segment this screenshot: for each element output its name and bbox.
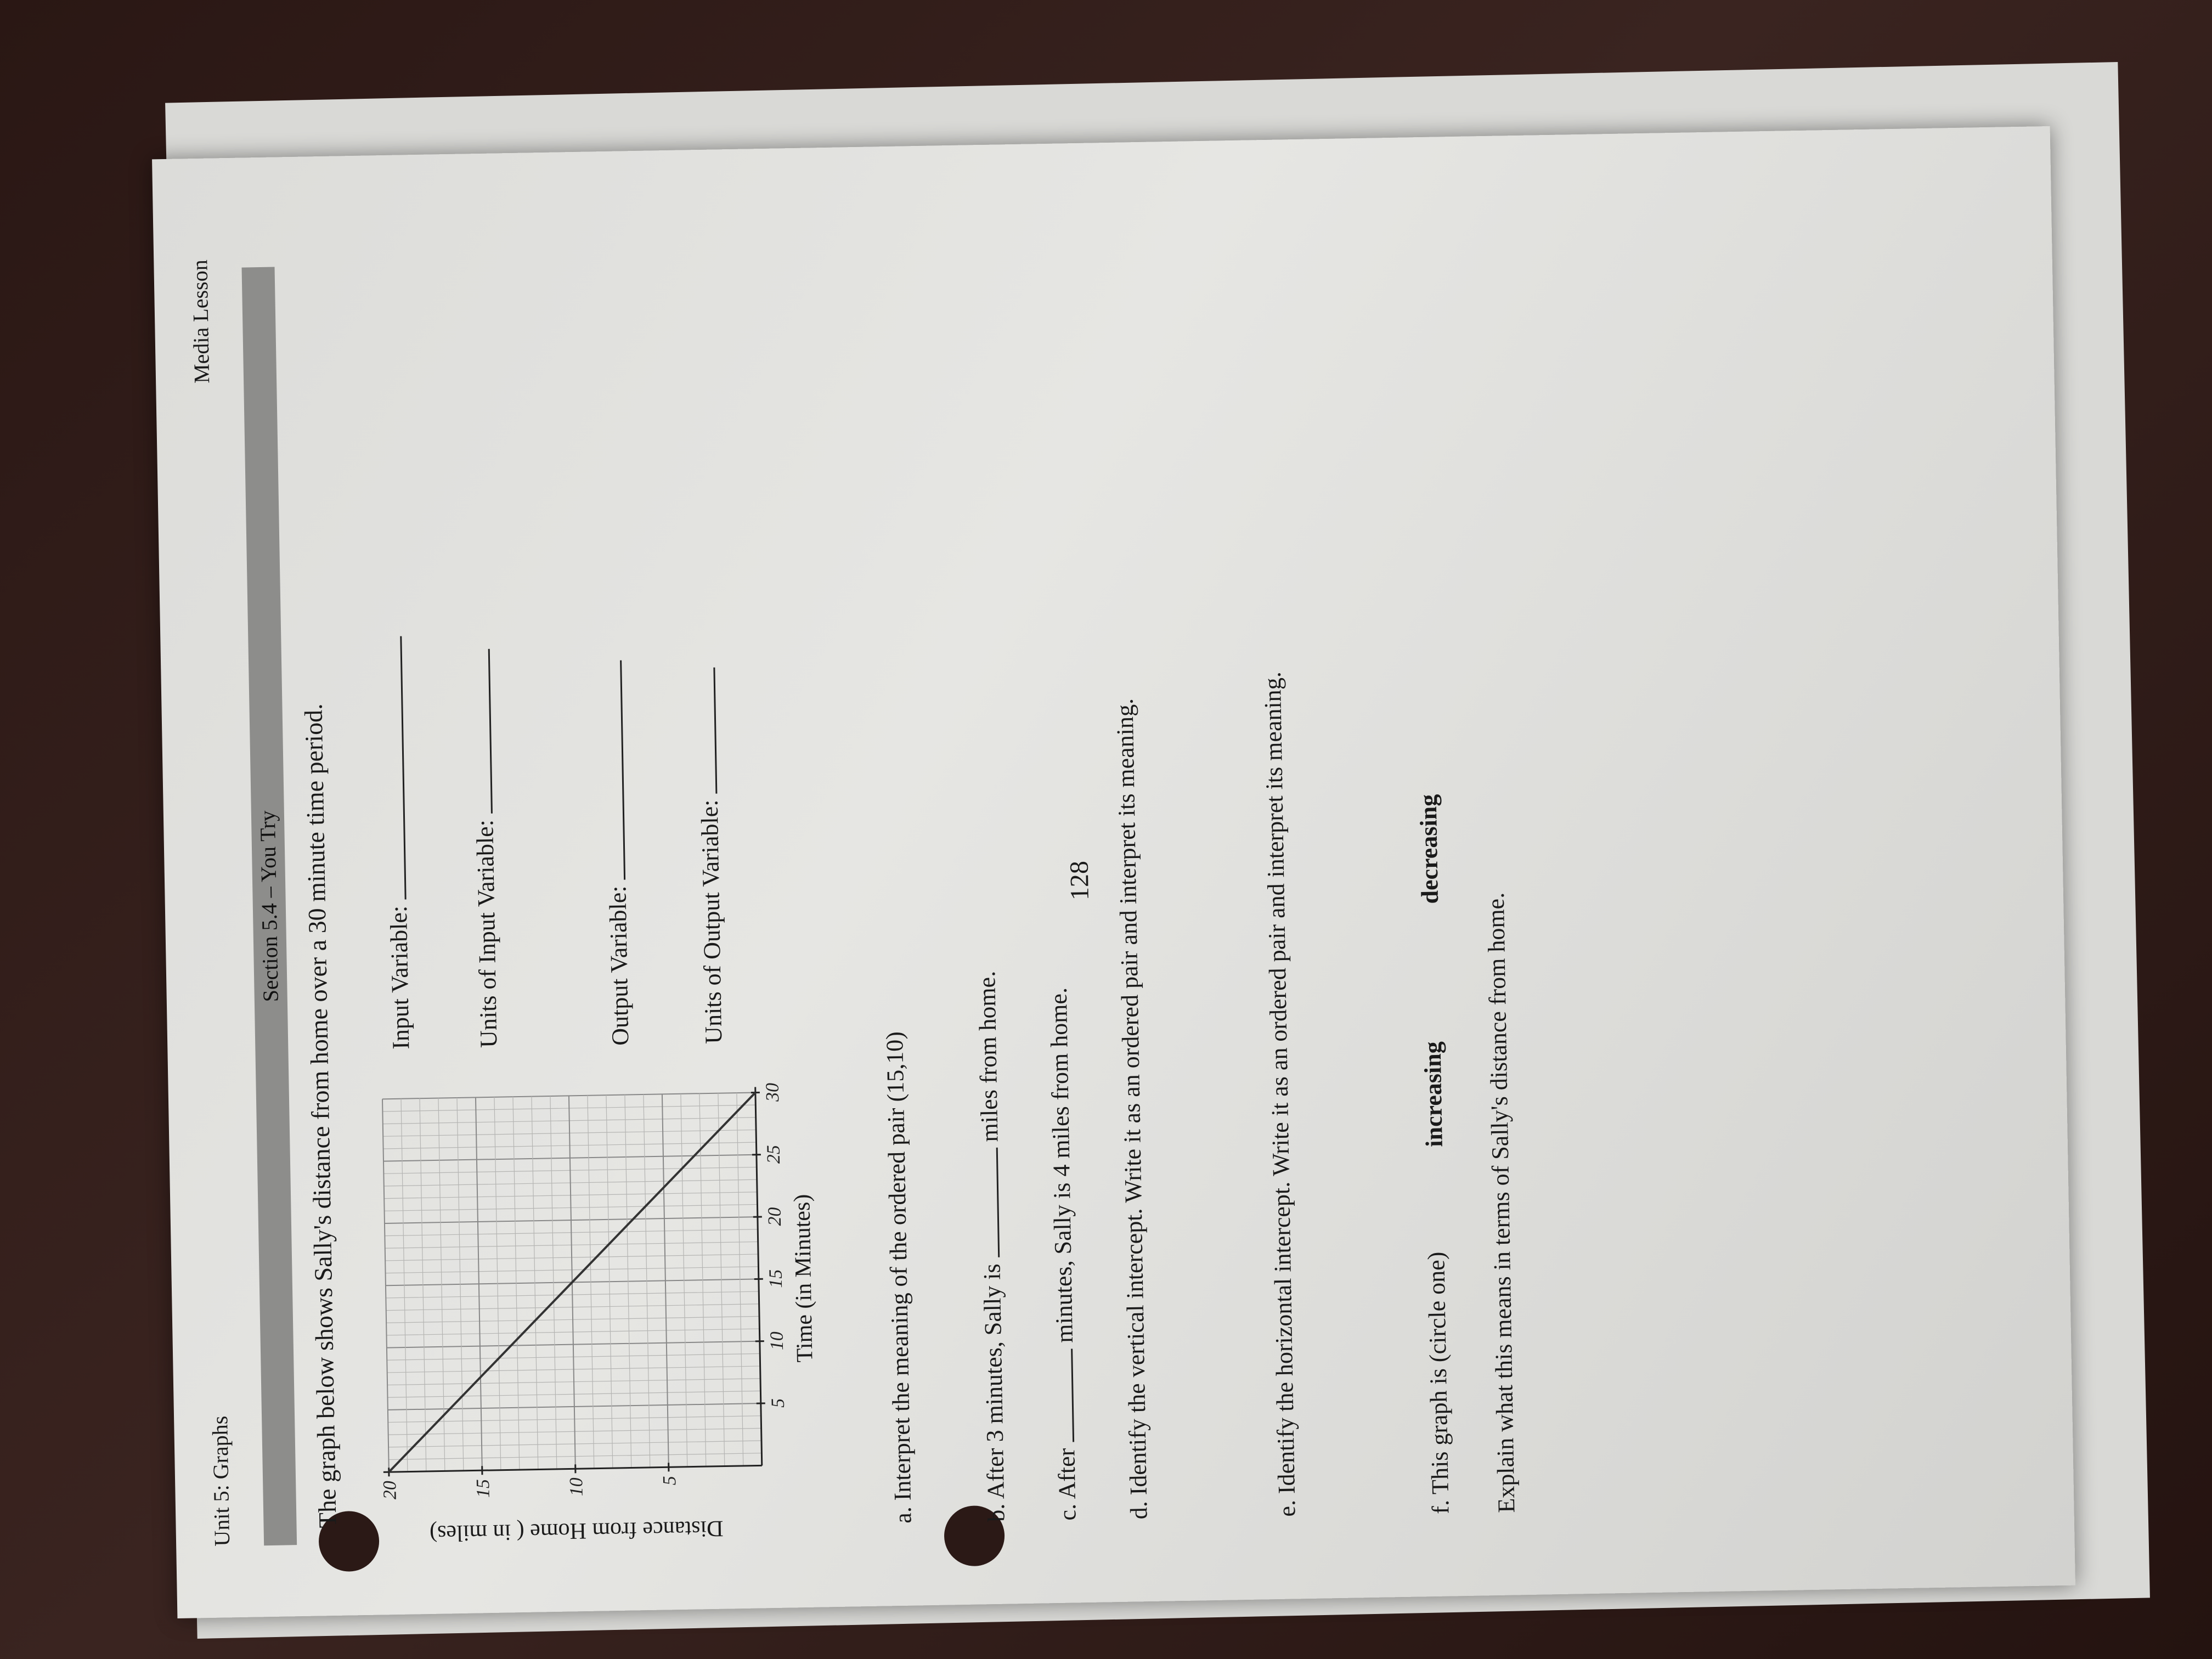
unit-header: Unit 5: Graphs [207,1415,235,1547]
input-variable-label [380,636,415,1049]
x-tick-label: 10 [766,1331,788,1351]
y-tick-label: 10 [566,1477,587,1497]
units-output-blank[interactable] [713,667,717,793]
output-variable-blank[interactable] [620,660,625,879]
intro-text: The graph below shows Sally's distance from home over a 30 minute time period. [299,703,342,1528]
units-output-text: Units of Output Variable: [696,799,727,1045]
input-variable-text: Input Variable: [385,905,415,1050]
output-variable-text: Output Variable: [604,885,634,1046]
section-banner: Section 5.4 – You Try [242,267,297,1546]
question-f [1414,794,1455,1514]
y-tick-label: 15 [473,1479,494,1498]
question-c [1045,988,1082,1521]
question-e: e. Identify the horizontal intercept. Write it as an ordered pair and interpret its meaning. [1259,671,1301,1517]
y-tick-label: 5 [659,1475,680,1486]
explain-prompt: Explain what this means in terms of Sally's distance from home. [1482,892,1520,1514]
output-variable-label [600,660,634,1046]
x-tick-label: 30 [762,1082,783,1102]
question-b-prefix: b. After 3 minutes, Sally is [978,1263,1010,1522]
option-decreasing[interactable]: decreasing [1414,794,1444,904]
worksheet-page [152,126,2075,1618]
units-input-text: Units of Input Variable: [471,819,503,1048]
units-input-label [468,649,503,1048]
y-axis-title: Distance from Home ( in miles) [429,1515,724,1546]
question-a: a. Interpret the meaning of the ordered pair (15,10) [881,1031,917,1524]
page-number: 128 [1064,860,1094,901]
x-axis [755,1087,762,1465]
question-b [973,970,1011,1522]
units-input-blank[interactable] [488,649,493,814]
input-variable-blank[interactable] [400,636,406,900]
x-tick-label: 15 [765,1269,787,1289]
x-tick-label: 20 [764,1207,786,1226]
distance-time-chart [349,1058,851,1550]
y-axis [383,1465,762,1472]
units-output-label [693,667,727,1044]
question-b-suffix: miles from home. [973,970,1003,1142]
question-d: d. Identify the vertical intercept. Write it as an ordered pair and interpret its meaning. [1111,698,1153,1520]
x-axis-title: Time (in Minutes) [789,1194,818,1363]
question-c-prefix: c. After [1053,1448,1081,1521]
y-tick-label: 20 [380,1480,400,1500]
lesson-header: Media Lesson [187,259,215,384]
question-f-text: f. This graph is (circle one) [1423,1251,1454,1515]
x-tick-label: 25 [763,1144,785,1164]
page-content [152,126,2075,1618]
question-c-suffix: minutes, Sally is 4 miles from home. [1045,987,1078,1344]
question-b-blank[interactable] [996,1148,1000,1257]
option-increasing[interactable]: increasing [1419,1041,1448,1148]
question-c-blank[interactable] [1071,1349,1074,1442]
x-tick-label: 5 [768,1398,788,1408]
